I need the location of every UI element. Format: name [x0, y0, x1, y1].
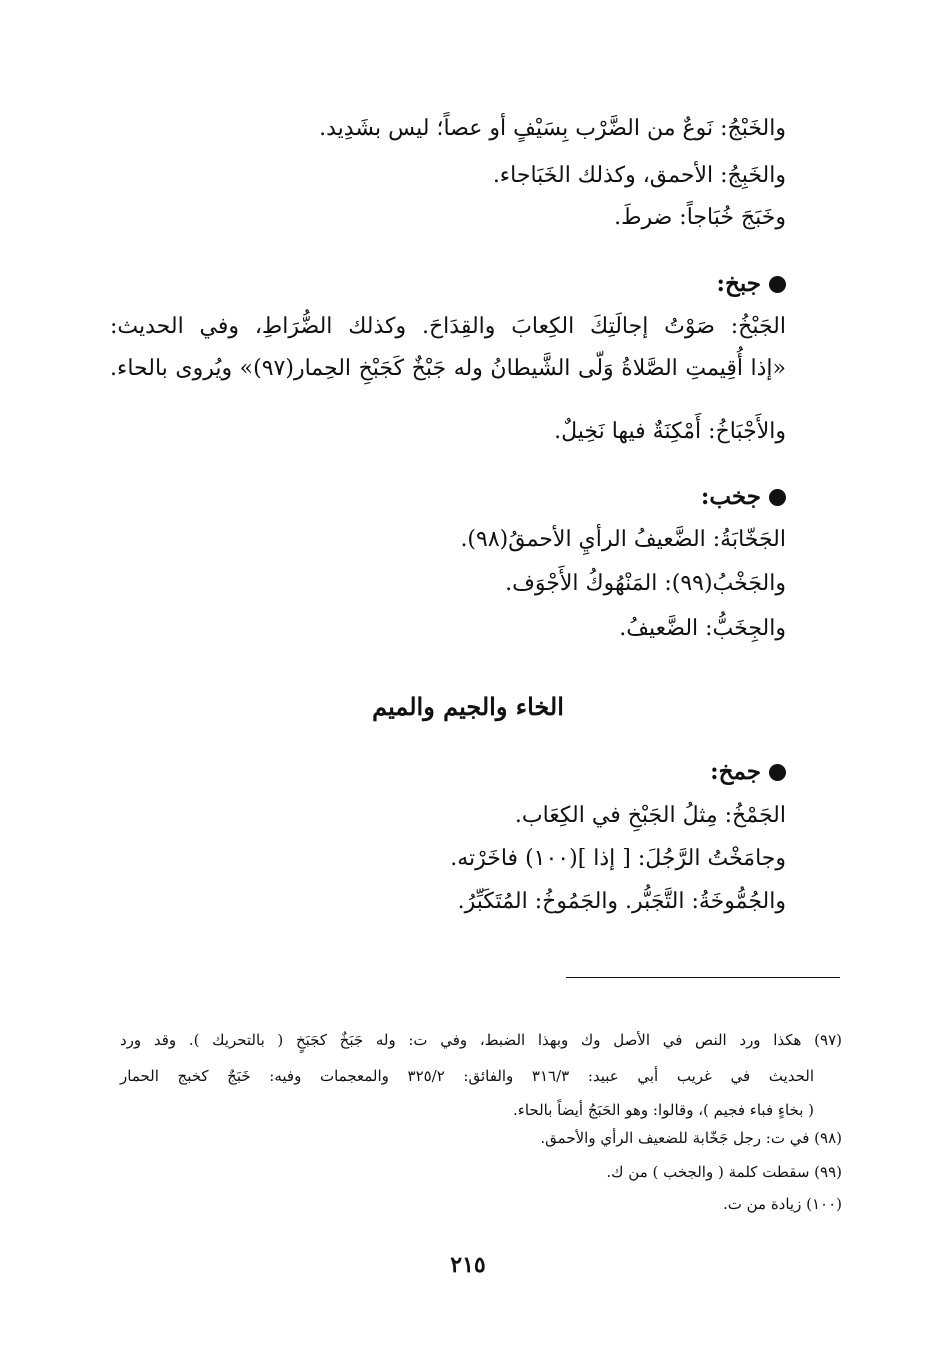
root-heading-text: جخب: [700, 483, 761, 510]
entry-line: والخَبِجُ: الأحمق، وكذلك الخَبَاجاء. [492, 163, 786, 188]
entry-line: الجَمْخُ: مِثلُ الجَبْخِ في الكِعَاب. [514, 803, 786, 828]
footnote-line: (٩٨) في ت: رجل جَخّابة للضعيف الرأي والأحمق. [540, 1129, 842, 1147]
entry-line: وجامَخْتُ الرَّجُلَ: [ إذا ](١٠٠) فاخَرْته. [450, 846, 786, 871]
bullet-icon [769, 489, 786, 506]
footnote-line: (١٠٠) زيادة من ت. [722, 1195, 842, 1213]
footnote-divider [566, 977, 840, 978]
root-heading [701, 481, 786, 513]
page-number: ٢١٥ [450, 1252, 486, 1278]
entry-line: والجَخْبُ(٩٩): المَنْهُوكُ الأَجْوَف. [505, 571, 786, 596]
bullet-icon [769, 276, 786, 293]
entry-line: الجَخّابَةُ: الضَّعيفُ الرأيِ الأحمقُ(٩٨). [460, 527, 786, 552]
footnote-line: الحديث في غريب أبي عبيد: ٣١٦/٣ والفائق: ٣٢٥/٢ والمعجمات وفيه: خَبَجٌ كخبج الحمار [120, 1067, 814, 1085]
root-heading-text: جبخ: [716, 270, 761, 297]
footnote-line: (٩٧) هكذا ورد النص في الأصل وك وبهذا الضبط، وفي ت: وله جَبَخٌ كجَبَخٍ ( بالتحريك ). وقد ورد [120, 1031, 842, 1049]
footnote-line: (٩٩) سقطت كلمة ( والجخب ) من ك. [606, 1163, 842, 1181]
entry-line: والأَجْبَاخُ: أَمْكِنَةٌ فيها نَخِيلٌ. [554, 419, 786, 444]
entry-line: «إذا أُقِيمتِ الصَّلاةُ وَلّى الشَّيطانُ وله جَبْخٌ كَجَبْخِ الحِمار(٩٧)» ويُروى بالحاء. [110, 356, 787, 381]
root-heading-text: جمخ: [710, 758, 761, 785]
entry-line: الجَبْخُ: صَوْتُ إجالَتِكَ الكِعابَ والقِدَاحَ. وكذلك الضُّرَاطِ، وفي الحديث: [110, 314, 786, 339]
root-heading [710, 756, 786, 788]
footnote-line: ( بخاءٍ فباء فجيم )، وقالوا: وهو الحَبَجُ أيضاً بالحاء. [513, 1101, 814, 1119]
entry-line: والجِخَبُّ: الضَّعيفُ. [619, 616, 786, 641]
entry-line: وخَبَجَ خُبَاجاً: ضرطَ. [614, 205, 786, 230]
root-heading [717, 268, 787, 300]
bullet-icon [769, 764, 786, 781]
entry-line: والخَبْجُ: نَوعٌ من الضَّرْب بِسَيْفٍ أو عصاً؛ ليس بشَدِيد. [319, 116, 786, 141]
entry-line: والجُمُّوخَةُ: التَّجَبُّر. والجَمُوخُ: المُتَكَبِّرُ. [457, 889, 786, 914]
chapter-title: الخاء والجيم والميم [372, 692, 564, 721]
